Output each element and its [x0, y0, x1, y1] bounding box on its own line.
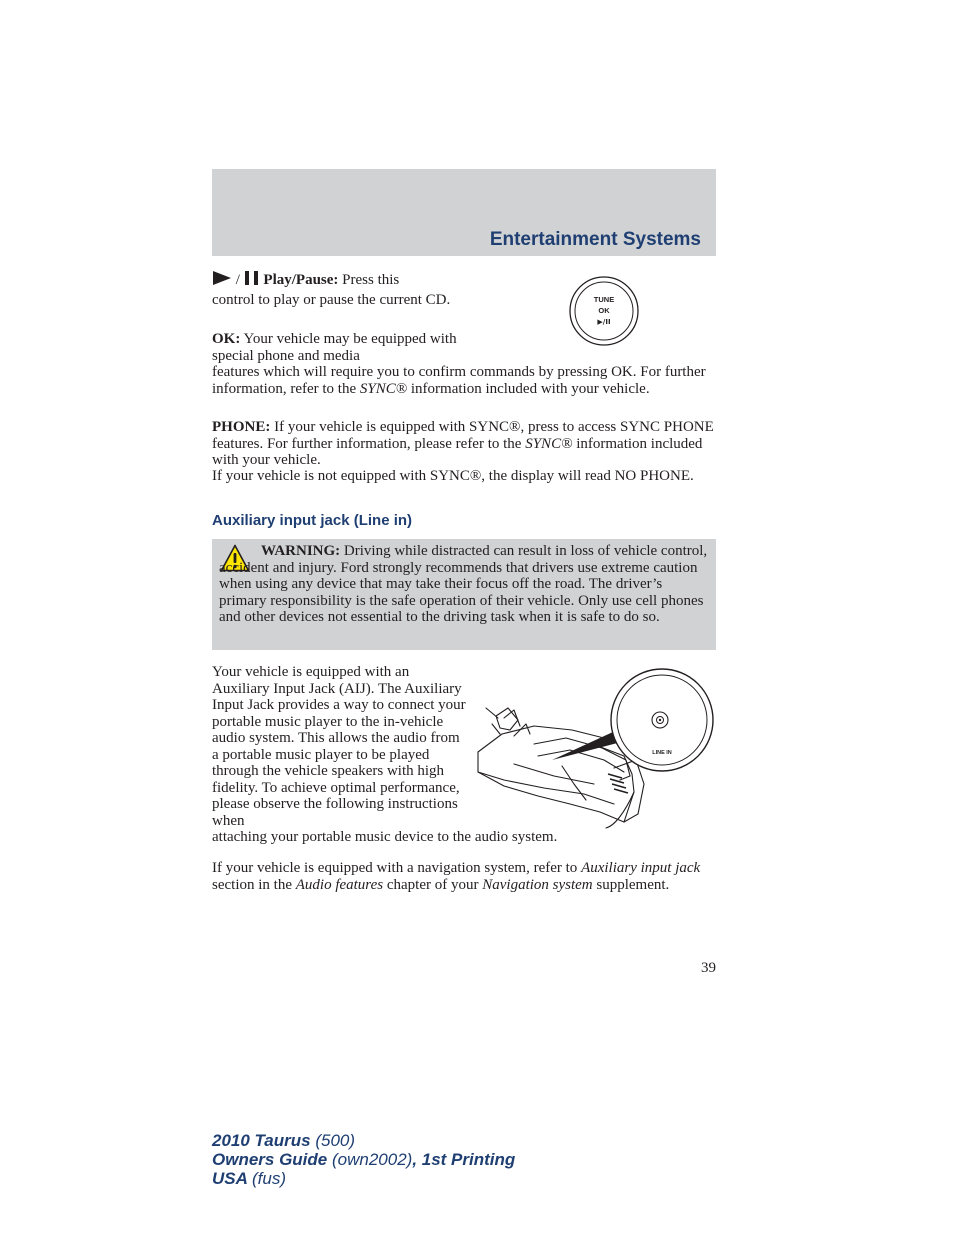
warning-box — [212, 539, 716, 650]
ok-label: OK: — [212, 331, 241, 347]
nav-text3: chapter of your — [386, 876, 479, 893]
ok-text-wide: features which will require you to confirm commands by pressing OK. For further information, refer to the — [212, 364, 706, 397]
footer-market-code: (fus) — [252, 1169, 286, 1188]
phone-paragraph — [212, 419, 716, 469]
play-icon — [212, 271, 232, 285]
footer-line-2 — [212, 1150, 515, 1169]
warning-text: Driving while distracted can result in loss of vehicle control, accident and injury. Ford strongly recommends that drivers use extreme caution when using any device that may take their focus off the road. The driver’s primary responsibility is the safe operation of their vehicle. Only use cell phones and other devices not essential to the driving task when it is safe to do so. — [219, 543, 708, 625]
nav-italic-navigation-system: Navigation system — [482, 876, 593, 893]
ok-sync: SYNC® — [359, 380, 408, 397]
footer-market: USA — [212, 1169, 248, 1188]
play-pause-label: Play/Pause: — [263, 272, 339, 288]
knob-tune-label: TUNE — [593, 295, 615, 304]
nav-text1: If your vehicle is equipped with a navigation system, refer to — [212, 860, 578, 876]
play-pause-slash: / — [235, 272, 240, 288]
aij-text-narrow: Your vehicle is equipped with an Auxiliary Input Jack (AIJ). The Auxiliary Input Jack provides a way to connect your portable music player to the in-vehicle audio system. This allows the audio from a portable music player to be played through the vehicle speakers with high fidelity. To achieve optimal performance, please observe the following instructions when — [212, 664, 466, 829]
warning-label: WARNING: — [261, 543, 341, 559]
phone-sync: SYNC® — [525, 435, 573, 452]
page-number: 39 — [701, 960, 716, 976]
nav-text4: supplement. — [596, 876, 670, 893]
ok-text-narrow: Your vehicle may be equipped with special phone and media — [212, 331, 457, 364]
navigation-paragraph — [212, 860, 716, 893]
aux-heading: Auxiliary input jack (Line in) — [212, 512, 413, 529]
footer-guide: Owners Guide — [212, 1150, 328, 1169]
line-in-jack-label: LINE IN — [652, 750, 672, 756]
knob-ok-label: OK — [598, 306, 610, 315]
footer-model: 2010 Taurus — [212, 1131, 311, 1150]
aux-input-jack-illustration — [474, 664, 718, 830]
document-footer — [212, 1131, 515, 1188]
phone-text2: information included with your vehicle. — [212, 435, 703, 468]
warning-text-block — [219, 543, 711, 626]
play-pause-paragraph — [212, 271, 472, 289]
nav-italic-audio-features: Audio features — [295, 876, 384, 893]
phone-text1: If your vehicle is equipped with SYNC®, press to access SYNC PHONE features. For further information, please refer to the — [212, 419, 714, 452]
section-header-band — [212, 169, 716, 256]
footer-guide-code: (own2002) — [331, 1150, 413, 1169]
nav-italic-aux-jack: Auxiliary input jack — [581, 860, 701, 876]
phone-label: PHONE: — [212, 419, 271, 435]
section-title: Entertainment Systems — [489, 229, 701, 250]
play-pause-text-rest: control to play or pause the current CD. — [212, 292, 451, 308]
play-pause-text-first: Press this — [342, 272, 400, 288]
footer-line-1 — [212, 1131, 515, 1150]
footer-printing: , 1st Printing — [412, 1150, 516, 1169]
ok-text-end: information included with your vehicle. — [410, 380, 650, 397]
no-sync-paragraph: If your vehicle is not equipped with SYNC®, the display will read NO PHONE. — [212, 468, 694, 484]
footer-model-code: (500) — [315, 1131, 356, 1150]
knob-play-pause-label: ▶/II — [597, 318, 611, 326]
ok-paragraph — [212, 331, 712, 397]
pause-icon — [244, 271, 260, 285]
footer-line-3 — [212, 1169, 515, 1188]
aij-text-wide: attaching your portable music device to the audio system. — [212, 829, 558, 845]
nav-text2: section in the — [212, 876, 292, 893]
